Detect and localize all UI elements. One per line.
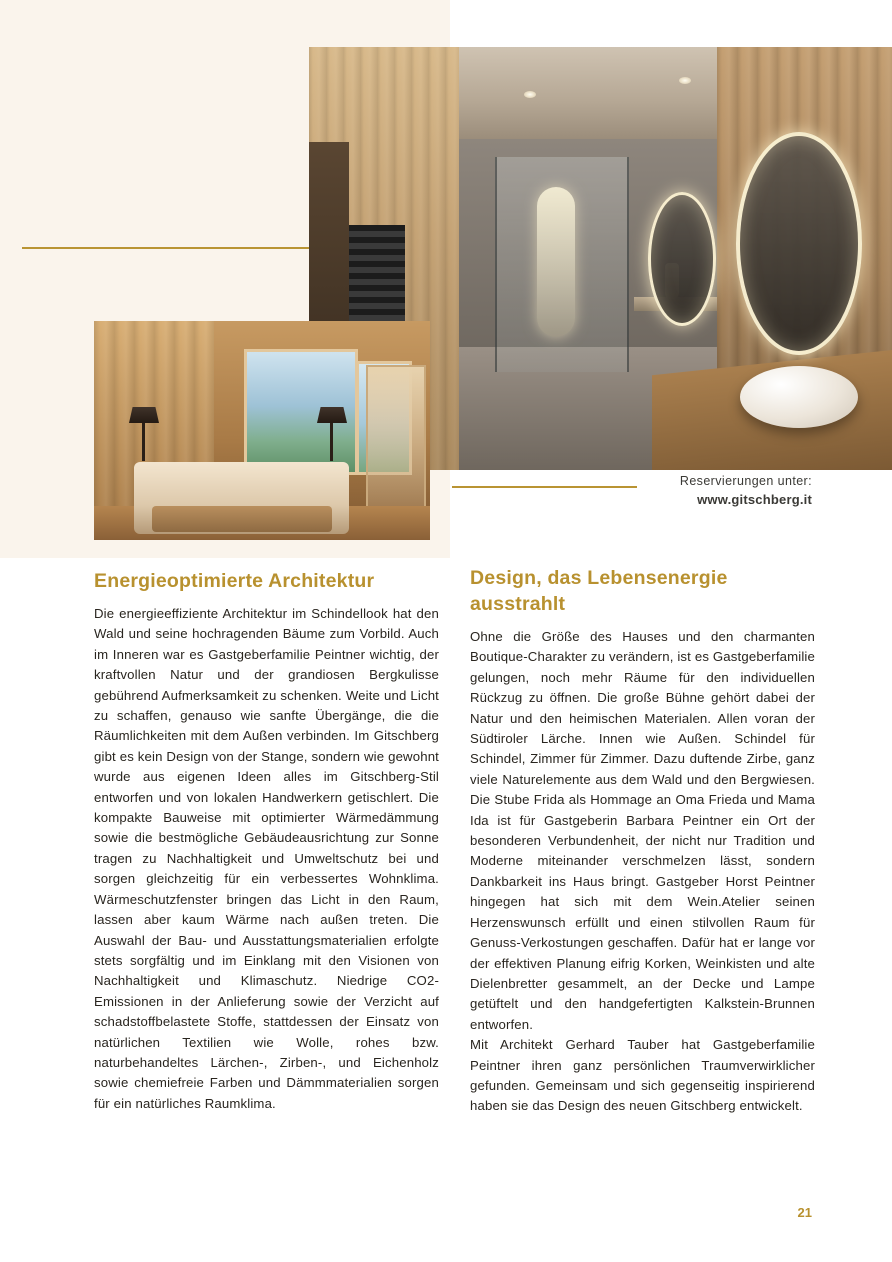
reading-lamp-icon: [317, 407, 347, 423]
paragraph: Die energieeffiziente Architektur im Schindellook hat den Wald und seine hochragenden Bäume zum Vorbild. Auch im Inneren war es Gastgeberfamilie Peintner wichtig, der kraftvollen Natur und der grandiosen Bergkulisse gebührend Aufmerksamkeit zu schenken. Weite und Licht zu schaffen, genauso wie sanfte Übergänge, die die Räumlichkeiten mit dem Außen verbinden. Im Gitschberg gibt es kein Design von der Stange, sondern wie gewohnt wurde aus eigenen Ideen alles im Gitschberg-Stil entworfen und von lokalen Handwerkern getischlert. Die kompakte Bauweise mit optimierter Wärmedämmung sowie die bestmögliche Gebäudeausrichtung zur Sonne tragen zu Nachhaltigkeit und Umweltschutz bei und sorgen gleichzeitig für ein verbessertes Wohnklima. Wärmeschutzfenster bringen das Licht in den Raum, lassen aber kaum Wärme nach außen treten. Die Auswahl der Bau- und Ausstattungsmaterialien erfolgte stets sorgfältig und im Einklang mit den Visionen von Nachhaltigkeit und Klimaschutz. Niedrige CO2-Emissionen in der Anlieferung sowie der Verzicht auf schadstoffbelastete Stoffe, stattdessen der Einsatz von natürlichen Textilien wie Wolle, rohes bzw. naturbehandeltes Lärchen-, Zirben-, und Eichenholz sowie chemiefreie Farben und Dämmmaterialien sorgen für ein natürliches Raumklima.: [94, 606, 439, 1111]
page-number: 21: [797, 1205, 812, 1220]
right-column: [470, 565, 815, 1117]
right-column-body: [470, 627, 815, 1117]
reservation-gold-rule: [452, 486, 637, 488]
left-column-title: Energieoptimierte Architektur: [94, 570, 375, 592]
top-gold-rule: [22, 247, 310, 249]
bedroom-blanket: [152, 506, 332, 532]
wash-basin: [740, 366, 858, 428]
lamp-stem: [330, 417, 333, 461]
left-column: [94, 568, 439, 1114]
ceiling-spotlight-icon: [524, 91, 536, 98]
oval-mirror-small: [648, 192, 716, 326]
left-column-body: [94, 604, 439, 1114]
bedroom-photo: [94, 321, 430, 540]
shower-light-column: [537, 187, 575, 337]
lamp-stem: [142, 417, 145, 461]
reading-lamp-icon: [129, 407, 159, 423]
paragraph: Mit Architekt Gerhard Tauber hat Gastgeberfamilie Peintner ihren ganz persönlichen Traumverwirklicher gefunden. Gemeinsam und sich gegenseitig inspirierend haben sie das Design des neuen Gitschberg entwickelt.: [470, 1037, 815, 1114]
reservation-website[interactable]: www.gitschberg.it: [697, 492, 812, 507]
reservation-block: [455, 472, 812, 509]
oval-mirror-large: [736, 132, 862, 355]
paragraph: Ohne die Größe des Hauses und den charmanten Boutique-Charakter zu verändern, ist es Gastgeberfamilie gelungen, noch mehr Räume für den individuellen Rückzug zu öffnen. Die große Bühne gehört dabei der Natur und den heimischen Materialen. Allen voran der Südtiroler Lärche. Innen wie Außen. Schindel für Schindel, Zimmer für Zimmer. Dazu duftende Zirbe, ganz viele Naturelemente aus dem Wald und den Bergwiesen. Die Stube Frida als Hommage an Oma Frieda und Mama Ida ist für Gastgeberin Barbara Peintner ein Ort der besonderen Verbundenheit, der nicht nur Tradition und Moderne miteinander verschmelzen lässt, sondern Dankbarkeit ins Haus bringt. Gastgeber Horst Peintner hingegen hat sich mit dem Wein.Atelier seinen Herzenswunsch erfüllt und einen stilvollen Raum für Genuss-Verkostungen geschaffen. Dafür hat er lange vor der effektiven Planung eifrig Korken, Weinkisten und alte Dielenbretter gesammelt, an der Decke und Lampe getüftelt und den handgefertigten Kalkstein-Brunnen entworfen.: [470, 629, 815, 1032]
bedroom-wardrobe: [366, 365, 426, 519]
right-column-title: Design, das Lebensenergie ausstrahlt: [470, 567, 728, 615]
reservation-label: Reservierungen unter:: [679, 474, 812, 488]
ceiling-spotlight-icon: [679, 77, 691, 84]
